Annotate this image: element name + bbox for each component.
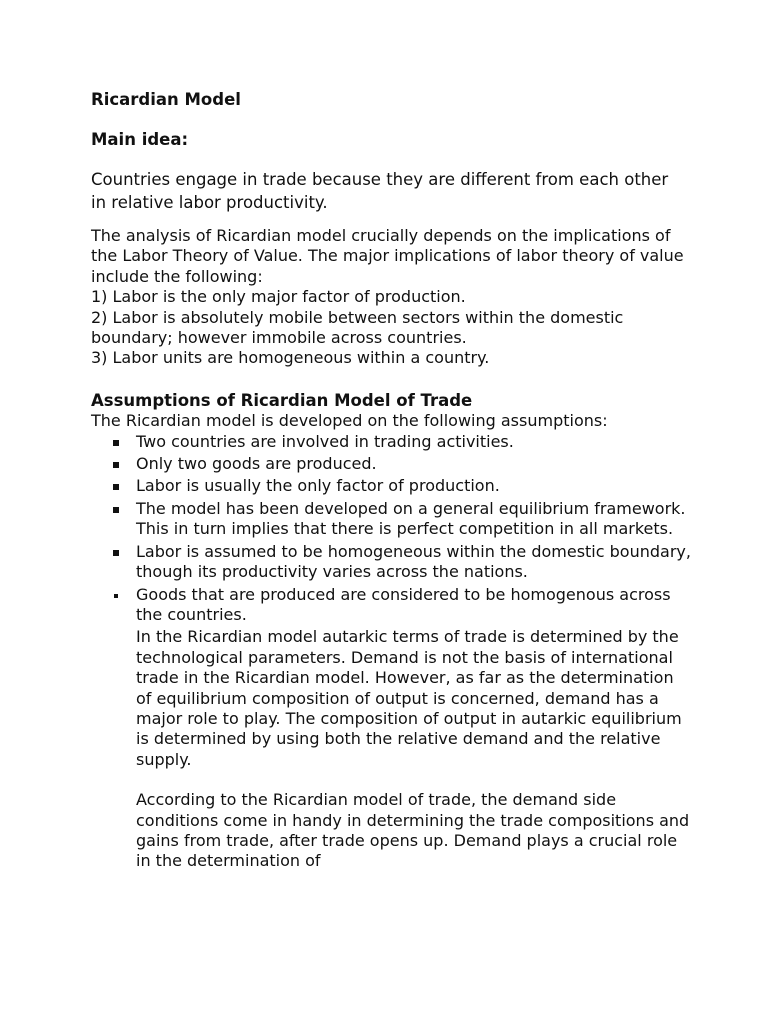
square-bullet-icon bbox=[113, 484, 119, 490]
assumptions-list bbox=[91, 432, 691, 626]
square-bullet-icon bbox=[113, 550, 119, 556]
square-bullet-icon bbox=[113, 440, 119, 446]
document-title: Ricardian Model bbox=[91, 90, 241, 109]
list-item bbox=[91, 476, 691, 496]
list-item-text: Labor is assumed to be homogeneous within the domestic boundary, though its productivity varies across the nations. bbox=[136, 541, 691, 582]
labor-theory-section bbox=[91, 226, 691, 369]
list-item bbox=[91, 432, 691, 452]
main-idea-text: Countries engage in trade because they are different from each other in relative labor productivity. bbox=[91, 170, 669, 212]
list-item-text: Only two goods are produced. bbox=[136, 454, 377, 474]
list-item-text: The model has been developed on a general equilibrium framework. This in turn implies that there is perfect competition in all markets. bbox=[136, 498, 686, 539]
list-item-text: Two countries are involved in trading activities. bbox=[136, 431, 514, 451]
list-item bbox=[91, 585, 691, 626]
list-item bbox=[91, 499, 691, 540]
list-item bbox=[91, 542, 691, 583]
analysis-paragraph: The analysis of Ricardian model crucially depends on the implications of the Labor Theory of Value. The major implications of labor theory of value include the following: bbox=[91, 226, 684, 286]
square-bullet-icon bbox=[113, 462, 119, 468]
implication-item: 3) Labor units are homogeneous within a country. bbox=[91, 348, 490, 368]
autarkic-paragraph: In the Ricardian model autarkic terms of trade is determined by the technological parameters. Demand is not the basis of international trade in the Ricardian model. However, as far as the determination of equilibrium composition of output is concerned, demand has a major role to play. The composition of output in autarkic equilibrium is determined by using both the relative demand and the relative supply. bbox=[136, 627, 682, 769]
implication-item: 1) Labor is the only major factor of production. bbox=[91, 287, 466, 307]
square-bullet-icon bbox=[114, 594, 118, 598]
assumptions-heading: Assumptions of Ricardian Model of Trade bbox=[91, 390, 473, 410]
square-bullet-icon bbox=[113, 507, 119, 513]
list-item-text: Goods that are produced are considered to be homogenous across the countries. bbox=[136, 584, 671, 624]
list-item-text: Labor is usually the only factor of production. bbox=[136, 476, 500, 496]
assumptions-intro: The Ricardian model is developed on the following assumptions: bbox=[91, 411, 608, 431]
demand-paragraph: According to the Ricardian model of trade, the demand side conditions come in handy in determining the trade compositions and gains from trade, after trade opens up. Demand plays a crucial role in the determination of bbox=[136, 790, 690, 871]
implication-item: 2) Labor is absolutely mobile between sectors within the domestic boundary; however immobile across countries. bbox=[91, 307, 624, 348]
document-page bbox=[91, 88, 691, 872]
list-item bbox=[91, 454, 691, 474]
main-idea-heading: Main idea: bbox=[91, 130, 189, 149]
